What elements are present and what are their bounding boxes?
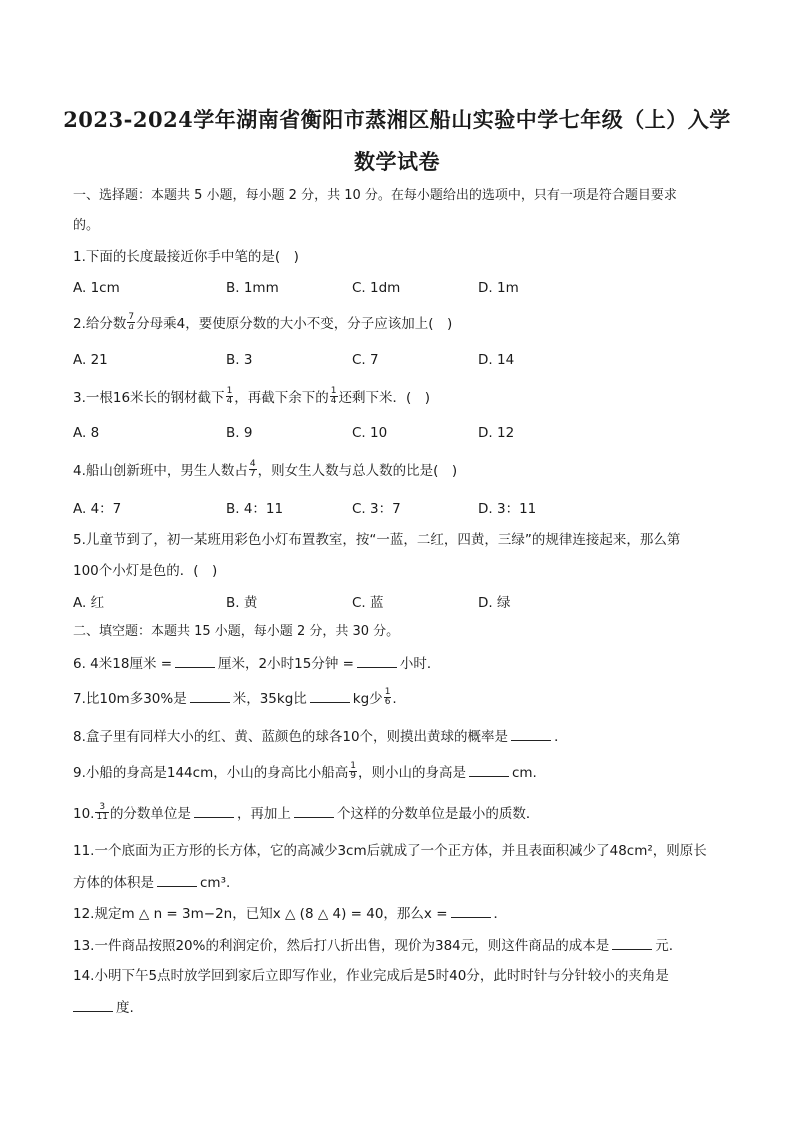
option-c: C. 3：7	[352, 501, 401, 517]
option-a: A. 8	[73, 425, 100, 441]
question-1: 1.下面的长度最接近你手中笔的是( )	[73, 249, 299, 265]
q13-text-b: 元.	[655, 938, 674, 954]
answer-blank[interactable]	[190, 688, 230, 703]
question-7	[73, 688, 733, 709]
fraction-4-over-7	[249, 460, 257, 479]
question-3-pre: 3.一根16米长的钢材截下	[73, 390, 225, 406]
option-a: A. 4：7	[73, 501, 122, 517]
frac-denominator: a	[128, 321, 134, 332]
answer-blank[interactable]	[157, 872, 197, 887]
option-a: A. 21	[73, 352, 108, 368]
answer-blank[interactable]	[294, 803, 334, 818]
question-2-options	[73, 352, 733, 372]
frac-numerator: 4	[249, 458, 256, 469]
q7-text-a: 7.比10m多30%是	[73, 691, 187, 707]
fraction-1-over-9	[349, 762, 357, 781]
question-11: 11.一个底面为正方形的长方体，它的高减少3cm后就成了一个正方体，并且表面积减少了48cm²，则原长	[73, 843, 707, 859]
option-d: D. 1m	[478, 280, 519, 296]
question-5-options	[73, 591, 733, 611]
question-3	[73, 385, 733, 408]
q9-text-c: cm.	[511, 765, 537, 781]
q11-text-b: cm³.	[200, 875, 231, 891]
q8-text-a: 8.盒子里有同样大小的红、黄、蓝颜色的球各10个，则摸出黄球的概率是	[73, 729, 509, 745]
answer-blank[interactable]	[194, 803, 234, 818]
question-6	[73, 653, 733, 674]
option-b: B. 1mm	[226, 280, 279, 296]
fraction-1-over-6	[384, 688, 392, 707]
question-14-cont	[73, 997, 733, 1018]
q6-text-b: 厘米，2小时15分钟 =	[218, 656, 354, 672]
frac-numerator: 1	[330, 385, 337, 396]
answer-blank[interactable]	[612, 935, 652, 950]
q7-text-d: .	[392, 691, 397, 707]
q11-text-a: 方体的体积是	[73, 875, 154, 891]
option-b: B. 9	[226, 425, 253, 441]
fraction-7-over-a	[127, 313, 135, 332]
frac-numerator: 3	[95, 803, 108, 813]
question-11-cont	[73, 872, 733, 893]
q12-text-b: ．	[493, 906, 508, 922]
question-4	[73, 458, 733, 481]
question-5-cont: 100个小灯是色的．( )	[73, 563, 218, 579]
q9-text-a: 9.小船的身高是144cm，小山的身高比小船高	[73, 765, 349, 781]
frac-numerator: 1	[350, 760, 356, 771]
question-1-options	[73, 280, 733, 300]
option-c: C. 1dm	[352, 280, 401, 296]
question-3-post: 还剩下米．( )	[338, 390, 431, 406]
option-c: C. 10	[352, 425, 388, 441]
q14-text-b: 度.	[116, 1000, 134, 1016]
frac-numerator: 7	[128, 311, 135, 322]
q12-text-a: 12.规定m △ n = 3m−2n，已知x △ (8 △ 4) = 40，那么x =	[73, 906, 448, 922]
q10-text-b: ，再加上	[236, 806, 291, 822]
option-b: B. 3	[226, 352, 253, 368]
frac-numerator: 1	[384, 686, 391, 697]
option-c: C. 蓝	[352, 595, 384, 611]
question-13	[73, 935, 733, 956]
q8-text-b: ．	[554, 729, 568, 745]
q10-pre: 10.	[73, 806, 95, 822]
question-8	[73, 726, 733, 747]
option-a: A. 1cm	[73, 280, 120, 296]
question-10	[73, 803, 733, 824]
question-2	[73, 311, 733, 334]
option-a: A. 红	[73, 595, 105, 611]
fraction-1-over-4	[226, 387, 234, 406]
option-d: D. 绿	[478, 595, 511, 611]
question-3-mid: ，再截下余下的	[234, 390, 329, 406]
q13-text-a: 13.一件商品按照20%的利润定价，然后打八折出售，现价为384元，则这件商品的成本是	[73, 938, 610, 954]
frac-numerator: 1	[226, 385, 233, 396]
option-b: B. 黄	[226, 595, 258, 611]
exam-title-line2: 数学试卷	[354, 149, 440, 174]
option-d: D. 12	[478, 425, 515, 441]
question-4-pre: 4.船山创新班中，男生人数占	[73, 463, 248, 479]
answer-blank[interactable]	[73, 997, 113, 1012]
frac-denominator: 6	[384, 696, 391, 707]
answer-blank[interactable]	[357, 653, 397, 668]
question-5: 5.儿童节到了，初一某班用彩色小灯布置教室，按“一蓝，二红，四黄，三绿”的规律连接起来，那么第	[73, 532, 681, 548]
section1-header-cont: 的。	[73, 218, 100, 233]
answer-blank[interactable]	[469, 762, 509, 777]
q7-text-c: kg少	[352, 691, 383, 707]
question-4-post: ，则女生人数与总人数的比是( )	[257, 463, 458, 479]
answer-blank[interactable]	[511, 726, 551, 741]
q10-text-a: 的分数单位是	[109, 806, 191, 822]
frac-denominator: 7	[249, 468, 256, 479]
q7-text-b: 米，35kg比	[232, 691, 307, 707]
option-d: D. 3：11	[478, 501, 537, 517]
exam-title-line1: 2023-2024学年湖南省衡阳市蒸湘区船山实验中学七年级（上）入学	[63, 107, 731, 132]
frac-denominator: 9	[350, 770, 356, 781]
frac-denominator: 4	[226, 395, 233, 406]
section1-header: 一、选择题：本题共 5 小题，每小题 2 分，共 10 分。在每小题给出的选项中，只有一项是符合题目要求	[73, 188, 677, 203]
frac-denominator: 4	[330, 395, 337, 406]
fraction-3-over-11	[95, 803, 108, 822]
fraction-1-over-4-second	[330, 387, 338, 406]
frac-denominator: 11	[96, 811, 108, 822]
q6-text-c: 小时．	[399, 656, 441, 672]
q6-text-a: 6. 4米18厘米 =	[73, 656, 173, 672]
question-2-pre: 2.给分数	[73, 316, 127, 332]
option-b: B. 4：11	[226, 501, 284, 517]
question-14: 14.小明下午5点时放学回到家后立即写作业，作业完成后是5时40分，此时时针与分针较小的夹角是	[73, 968, 669, 984]
question-2-post: 分母乘4，要使原分数的大小不变，分子应该加上( )	[136, 316, 453, 332]
answer-blank[interactable]	[175, 653, 215, 668]
question-3-options	[73, 425, 733, 445]
option-c: C. 7	[352, 352, 379, 368]
question-4-options	[73, 497, 733, 517]
q9-text-b: ，则小山的身高是	[357, 765, 466, 781]
answer-blank[interactable]	[451, 903, 491, 918]
question-12	[73, 903, 733, 924]
answer-blank[interactable]	[310, 688, 350, 703]
section2-header: 二、填空题：本题共 15 小题，每小题 2 分，共 30 分。	[73, 624, 400, 639]
option-d: D. 14	[478, 352, 515, 368]
q10-text-c: 个这样的分数单位是最小的质数．	[336, 806, 540, 822]
question-9	[73, 762, 733, 783]
